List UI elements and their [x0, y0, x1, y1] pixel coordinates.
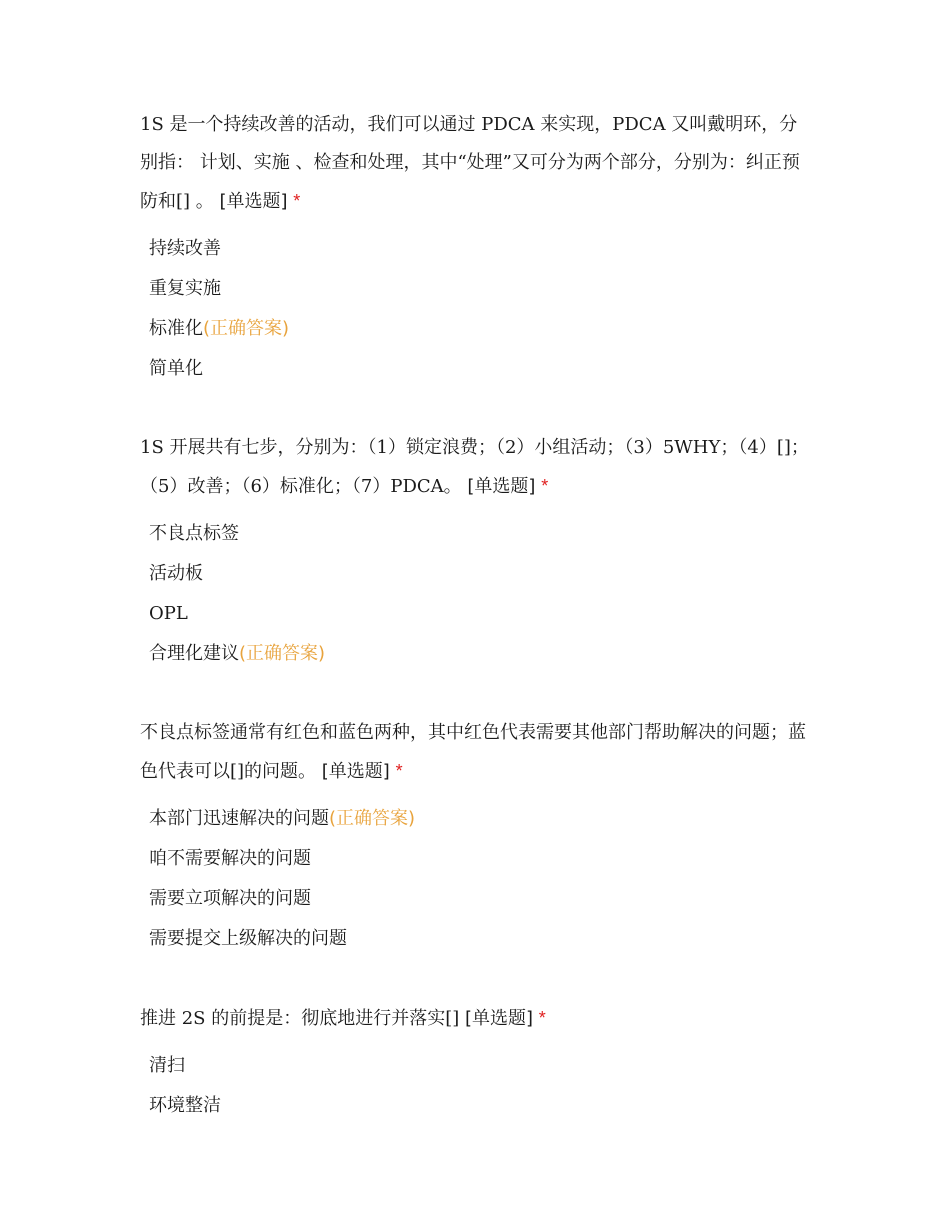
option	[149, 309, 810, 349]
option	[149, 799, 810, 839]
option-list	[140, 514, 810, 674]
option	[149, 349, 810, 389]
option	[149, 634, 810, 674]
option-label: 需要立项解决的问题	[149, 888, 311, 909]
required-mark: *	[293, 191, 301, 211]
correct-answer-mark: (正确答案)	[203, 318, 290, 339]
option-label: 活动板	[149, 563, 203, 584]
exam-document	[140, 106, 810, 1166]
option	[149, 839, 810, 879]
option	[149, 514, 810, 554]
option	[149, 879, 810, 919]
option-label: 环境整洁	[149, 1095, 221, 1116]
question-2	[140, 429, 810, 674]
question-type: [单选题]	[467, 476, 536, 497]
option-label: 不良点标签	[149, 523, 239, 544]
question-type: [单选题]	[321, 761, 390, 782]
option-label: OPL	[149, 603, 188, 624]
option-label: 需要提交上级解决的问题	[149, 928, 347, 949]
correct-answer-mark: (正确答案)	[329, 808, 416, 829]
option	[149, 269, 810, 309]
question-text: 不良点标签通常有红色和蓝色两种，其中红色代表需要其他部门帮助解决的问题；蓝色代表可以[]的问题。	[140, 722, 806, 782]
option-label: 持续改善	[149, 238, 221, 259]
question-text: 推进 2S 的前提是：彻底地进行并落实[]	[140, 1008, 460, 1029]
option-list	[140, 799, 810, 959]
option	[149, 919, 810, 959]
option	[149, 229, 810, 269]
option	[149, 554, 810, 594]
question-text: 1S 开展共有七步，分别为：（1）锁定浪费；（2）小组活动；（3）5WHY；（4）[]；（5）改善；（6）标准化；（7）PDCA。	[140, 437, 809, 497]
option-list	[140, 1046, 810, 1126]
option	[149, 594, 810, 634]
option	[149, 1046, 810, 1086]
required-mark: *	[541, 476, 549, 496]
question-1	[140, 106, 810, 389]
question-4	[140, 999, 810, 1126]
option-label: 合理化建议	[149, 643, 239, 664]
option-label: 标准化	[149, 318, 203, 339]
correct-answer-mark: (正确答案)	[239, 643, 326, 664]
option-label: 重复实施	[149, 278, 221, 299]
question-type: [单选题]	[465, 1008, 534, 1029]
option-label: 本部门迅速解决的问题	[149, 808, 329, 829]
question-3	[140, 714, 810, 959]
required-mark: *	[395, 761, 403, 781]
option-label: 清扫	[149, 1055, 185, 1076]
option-label: 简单化	[149, 358, 203, 379]
question-text: 1S 是一个持续改善的活动，我们可以通过 PDCA 来实现，PDCA 又叫戴明环，分别指： 计划、实施 、检查和处理，其中“处理”又可分为两个部分，分别为：纠正预防和[] 。	[140, 114, 800, 212]
required-mark: *	[538, 1008, 546, 1028]
option-list	[140, 229, 810, 389]
option-label: 咱不需要解决的问题	[149, 848, 311, 869]
question-type: [单选题]	[219, 191, 288, 212]
option	[149, 1086, 810, 1126]
